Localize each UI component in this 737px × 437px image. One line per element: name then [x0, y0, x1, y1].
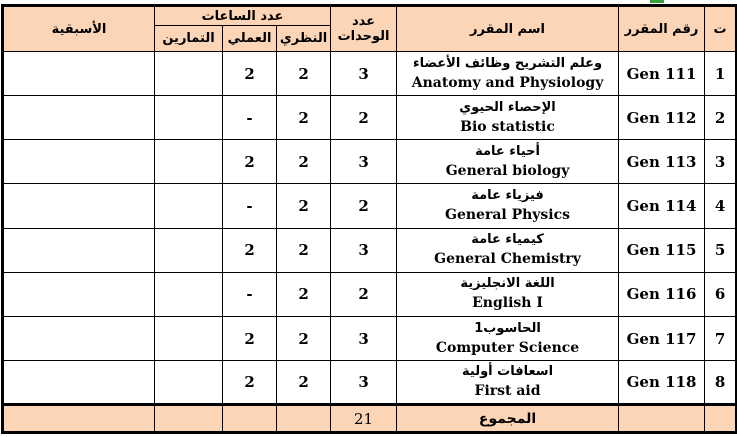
cell-name [397, 272, 619, 316]
course-name-ar: وعلم التشريح وظائف الأعضاء [412, 55, 603, 71]
table-row [3, 52, 737, 96]
cell-practical: 2 [223, 52, 277, 96]
cell-exercises [155, 140, 223, 184]
cell-theory: 2 [277, 96, 331, 140]
total-empty-code [619, 405, 705, 433]
cell-theory: 2 [277, 361, 331, 405]
study-plan-table [1, 4, 737, 434]
cell-name [397, 184, 619, 228]
cell-code: Gen 114 [619, 184, 705, 228]
cell-units: 2 [331, 184, 397, 228]
cell-name [397, 96, 619, 140]
cell-units: 3 [331, 361, 397, 405]
cell-seq: 5 [705, 228, 737, 272]
course-name-ar: الحاسوب1 [474, 320, 541, 336]
cell-prereq [3, 184, 155, 228]
cell-prereq [3, 140, 155, 184]
cell-exercises [155, 361, 223, 405]
cell-units: 2 [331, 272, 397, 316]
header-course-name: اسم المقرر [397, 6, 619, 52]
cell-seq: 1 [705, 52, 737, 96]
cell-units: 2 [331, 96, 397, 140]
course-name-en: Computer Science [435, 339, 580, 356]
course-name-en: General Chemistry [434, 251, 581, 268]
cell-theory: 2 [277, 316, 331, 360]
cell-theory: 2 [277, 184, 331, 228]
course-name-ar: اسعافات أولية [462, 364, 554, 380]
cell-prereq [3, 361, 155, 405]
course-name-ar: أحياء عامة [475, 143, 540, 159]
cell-theory: 2 [277, 52, 331, 96]
cell-name [397, 316, 619, 360]
header-theory: النظري [277, 26, 331, 52]
green-mark [650, 0, 664, 3]
cell-units: 3 [331, 316, 397, 360]
cell-prereq [3, 272, 155, 316]
course-name-ar: فيزياء عامة [471, 188, 544, 204]
cell-name [397, 140, 619, 184]
total-empty-theory [277, 405, 331, 433]
cell-practical: - [223, 96, 277, 140]
header-seq: ت [705, 6, 737, 52]
header-prerequisite: الأسبقية [3, 6, 155, 52]
cell-exercises [155, 184, 223, 228]
course-name-en: General biology [445, 162, 570, 179]
total-label: المجموع [397, 405, 619, 433]
total-row [3, 405, 737, 433]
cell-theory: 2 [277, 140, 331, 184]
header-course-code: رقم المقرر [619, 6, 705, 52]
cell-units: 3 [331, 140, 397, 184]
cell-units: 3 [331, 52, 397, 96]
course-name-en: Anatomy and Physiology [411, 74, 604, 91]
cell-exercises [155, 96, 223, 140]
cell-code: Gen 112 [619, 96, 705, 140]
cell-name [397, 52, 619, 96]
cell-practical: - [223, 272, 277, 316]
cell-name [397, 228, 619, 272]
course-name-ar: الإحصاء الحيوي [459, 99, 556, 115]
table-row [3, 140, 737, 184]
header-hours-group: عدد الساعات [155, 6, 331, 26]
course-name-en: Bio statistic [460, 118, 555, 135]
cell-practical: 2 [223, 361, 277, 405]
cell-code: Gen 115 [619, 228, 705, 272]
cell-practical: 2 [223, 228, 277, 272]
cell-exercises [155, 228, 223, 272]
cell-code: Gen 117 [619, 316, 705, 360]
cell-exercises [155, 272, 223, 316]
total-empty-exercises [155, 405, 223, 433]
header-units-line1: عدد [352, 14, 376, 29]
cell-code: Gen 111 [619, 52, 705, 96]
cell-seq: 4 [705, 184, 737, 228]
table-row [3, 184, 737, 228]
cell-code: Gen 113 [619, 140, 705, 184]
cell-seq: 7 [705, 316, 737, 360]
cell-prereq [3, 52, 155, 96]
cell-code: Gen 116 [619, 272, 705, 316]
total-empty-seq [705, 405, 737, 433]
total-units: 21 [331, 405, 397, 433]
course-name-en: English I [472, 295, 543, 312]
table-row [3, 228, 737, 272]
course-name-en: First aid [474, 383, 541, 400]
header-units-line2: الوحدات [337, 29, 390, 44]
course-name-en: General Physics [445, 207, 571, 224]
cell-seq: 2 [705, 96, 737, 140]
header-practical: العملي [223, 26, 277, 52]
total-empty-practical [223, 405, 277, 433]
header-exercises: التمارين [155, 26, 223, 52]
header-units [331, 6, 397, 52]
course-name-ar: اللغة الانجليزية [460, 276, 555, 292]
table-row [3, 272, 737, 316]
cell-exercises [155, 52, 223, 96]
cell-seq: 8 [705, 361, 737, 405]
cell-name [397, 361, 619, 405]
table-row [3, 96, 737, 140]
cell-theory: 2 [277, 272, 331, 316]
total-empty-prereq [3, 405, 155, 433]
cell-prereq [3, 316, 155, 360]
cell-prereq [3, 228, 155, 272]
cell-code: Gen 118 [619, 361, 705, 405]
course-name-ar: كيمياء عامة [471, 232, 544, 248]
table-row [3, 361, 737, 405]
cell-practical: 2 [223, 316, 277, 360]
cell-prereq [3, 96, 155, 140]
table-row [3, 316, 737, 360]
cell-practical: - [223, 184, 277, 228]
cell-seq: 3 [705, 140, 737, 184]
cell-theory: 2 [277, 228, 331, 272]
cell-exercises [155, 316, 223, 360]
cell-seq: 6 [705, 272, 737, 316]
cell-units: 3 [331, 228, 397, 272]
cell-practical: 2 [223, 140, 277, 184]
